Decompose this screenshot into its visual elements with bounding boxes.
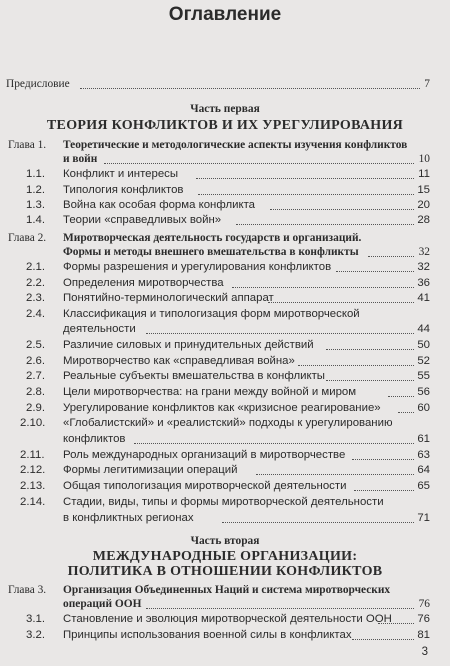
part1-label: Часть первая [190, 103, 260, 115]
toc-page-num: 32 [418, 246, 430, 258]
toc-page-num: 28 [417, 214, 430, 226]
entry-text: Типология конфликтов [63, 184, 184, 196]
entry-num: 2.1. [26, 261, 45, 273]
entry-text: Цели миротворчества: на грани между войной и миром [63, 386, 357, 398]
entry-num: 1.2. [26, 184, 45, 196]
leader-dots [378, 623, 414, 624]
toc-page-num: 44 [417, 323, 430, 335]
chapter-title-line1: Организация Объединенных Наций и система миротворческих [63, 584, 391, 596]
chapter-label: Глава 1. [8, 139, 47, 151]
entry-num: 2.7. [26, 370, 45, 382]
leader-dots [222, 522, 414, 523]
toc-entry [0, 415, 450, 431]
entry-text: Определения миротворчества [63, 277, 224, 289]
leader-dots [352, 639, 414, 640]
part2-title-line2: ПОЛИТИКА В ОТНОШЕНИИ КОНФЛИКТОВ [67, 564, 383, 579]
toc-entry [0, 337, 450, 353]
entry-text: Урегулирование конфликтов как «кризисное реагирование» [63, 402, 381, 414]
toc-chapter-3-cont [0, 596, 450, 612]
entry-text-line2: деятельности [63, 323, 136, 335]
leader-dots [388, 396, 414, 397]
toc-page-num: 15 [417, 184, 430, 196]
toc-entry [0, 166, 450, 182]
entry-text-line2: конфликтов [63, 433, 126, 445]
leader-dots [236, 224, 414, 225]
toc-page-num: 11 [418, 168, 430, 180]
toc-page-num: 63 [417, 449, 430, 461]
toc-entry-cont [0, 510, 450, 526]
entry-num: 2.14. [20, 496, 46, 508]
toc-entry [0, 400, 450, 416]
toc-page-num: 61 [417, 433, 430, 445]
leader-dots [198, 194, 414, 195]
toc-entry [0, 611, 450, 627]
toc-page-num: 65 [417, 480, 430, 492]
leader-dots [398, 412, 414, 413]
entry-text: Формы разрешения и урегулирования конфликтов [63, 261, 332, 273]
entry-text: Конфликт и интересы [63, 168, 179, 180]
entry-num: 1.4. [26, 214, 45, 226]
toc-page-num: 10 [418, 153, 430, 165]
toc-entry [0, 275, 450, 291]
leader-dots [80, 88, 420, 89]
toc-entry [0, 627, 450, 643]
entry-num: 2.13. [20, 480, 46, 492]
entry-text: Становление и эволюция миротворческой деятельности ООН [63, 613, 392, 625]
toc-entry [0, 368, 450, 384]
part2-label: Часть вторая [190, 535, 260, 547]
toc-page-num: 56 [417, 386, 430, 398]
toc-entry [0, 494, 450, 510]
entry-num: 1.1. [26, 168, 45, 180]
leader-dots [326, 380, 414, 381]
part1-title: ТЕОРИЯ КОНФЛИКТОВ И ИХ УРЕГУЛИРОВАНИЯ [46, 118, 404, 133]
toc-page-num: 55 [417, 370, 430, 382]
toc-page-num: 76 [417, 613, 430, 625]
chapter-title-line2: Формы и методы внешнего вмешательства в конфликты [63, 246, 359, 258]
leader-dots [196, 178, 414, 179]
entry-text: Классификация и типологизация форм миротворческой [63, 308, 360, 320]
leader-dots [104, 163, 414, 164]
toc-page-num: 60 [417, 402, 430, 414]
toc-chapter-2-cont [0, 244, 450, 260]
entry-num: 2.8. [26, 386, 45, 398]
entry-text: Общая типологизация миротворческой деятельности [63, 480, 347, 492]
entry-num: 2.11. [20, 449, 45, 461]
chapter-label: Глава 2. [8, 232, 47, 244]
toc-page-num: 71 [417, 512, 430, 524]
leader-dots [336, 271, 414, 272]
leader-dots [298, 365, 414, 366]
toc-chapter-1-cont [0, 151, 450, 167]
chapter-label: Глава 3. [8, 584, 47, 596]
toc-entry-preface [0, 76, 450, 92]
leader-dots [354, 490, 414, 491]
toc-page-num: 81 [417, 629, 430, 641]
toc-entry [0, 447, 450, 463]
toc-page-num: 76 [418, 598, 430, 610]
entry-text: Война как особая форма конфликта [63, 199, 256, 211]
leader-dots [270, 209, 414, 210]
entry-num: 2.9. [26, 402, 45, 414]
leader-dots [146, 608, 414, 609]
leader-dots [368, 256, 414, 257]
toc-entry [0, 384, 450, 400]
entry-num: 2.6. [26, 355, 45, 367]
leader-dots [352, 459, 414, 460]
entry-num: 2.10. [20, 417, 46, 429]
toc-entry [0, 353, 450, 369]
entry-num: 1.3. [26, 199, 45, 211]
entry-text: Понятийно-терминологический аппарат [63, 292, 274, 304]
toc-page-num: 52 [417, 355, 430, 367]
entry-num: 3.2. [26, 629, 45, 641]
toc-entry [0, 212, 450, 228]
toc-entry-cont [0, 321, 450, 337]
leader-dots [134, 443, 414, 444]
leader-dots [326, 349, 414, 350]
entry-num: 3.1. [26, 613, 45, 625]
leader-dots [232, 287, 414, 288]
toc-entry [0, 182, 450, 198]
toc-page-num: 32 [417, 261, 430, 273]
entry-text: Роль международных организаций в миротворчестве [63, 449, 346, 461]
entry-num: 2.2. [26, 277, 45, 289]
chapter-title-line2: операций ООН [63, 598, 142, 610]
toc-page-num: 41 [417, 292, 430, 304]
part2-title-line1: МЕЖДУНАРОДНЫЕ ОРГАНИЗАЦИИ: [92, 549, 358, 564]
entry-text: Формы легитимизации операций [63, 464, 238, 476]
toc-entry-text: Предисловие [6, 78, 70, 90]
toc-entry [0, 197, 450, 213]
toc-entry [0, 462, 450, 478]
leader-dots [268, 302, 414, 303]
entry-text: Реальные субъекты вмешательства в конфликты [63, 370, 325, 382]
page-number: 3 [421, 646, 428, 658]
entry-num: 2.4. [26, 308, 45, 320]
toc-entry [0, 259, 450, 275]
toc-page-num: 50 [417, 339, 430, 351]
entry-text: Различие силовых и принудительных действий [63, 339, 314, 351]
chapter-title-line2: и войн [63, 153, 98, 165]
page-title: Оглавление [168, 4, 282, 25]
toc-entry [0, 290, 450, 306]
chapter-title-line1: Теоретические и методологические аспекты изучения конфликтов [63, 139, 408, 151]
toc-entry [0, 478, 450, 494]
toc-entry-cont [0, 431, 450, 447]
toc-page-num: 64 [417, 464, 430, 476]
chapter-title-line1: Миротворческая деятельность государств и организаций. [63, 232, 362, 244]
entry-text: Миротворчество как «справедливая война» [63, 355, 295, 367]
toc-page-num: 7 [424, 78, 430, 90]
entry-text: Теории «справедливых войн» [63, 214, 222, 226]
leader-dots [256, 474, 414, 475]
entry-text-line2: в конфликтных регионах [63, 512, 194, 524]
entry-text: Стадии, виды, типы и формы миротворческой деятельности [63, 496, 384, 508]
entry-num: 2.3. [26, 292, 45, 304]
leader-dots [146, 333, 414, 334]
toc-page-num: 36 [417, 277, 430, 289]
toc-page-num: 20 [417, 199, 430, 211]
entry-text: Принципы использования военной силы в конфликтах [63, 629, 352, 641]
toc-entry [0, 306, 450, 322]
entry-text: «Глобалистский» и «реалистский» подходы к урегулированию [63, 417, 393, 429]
entry-num: 2.5. [26, 339, 45, 351]
entry-num: 2.12. [20, 464, 46, 476]
